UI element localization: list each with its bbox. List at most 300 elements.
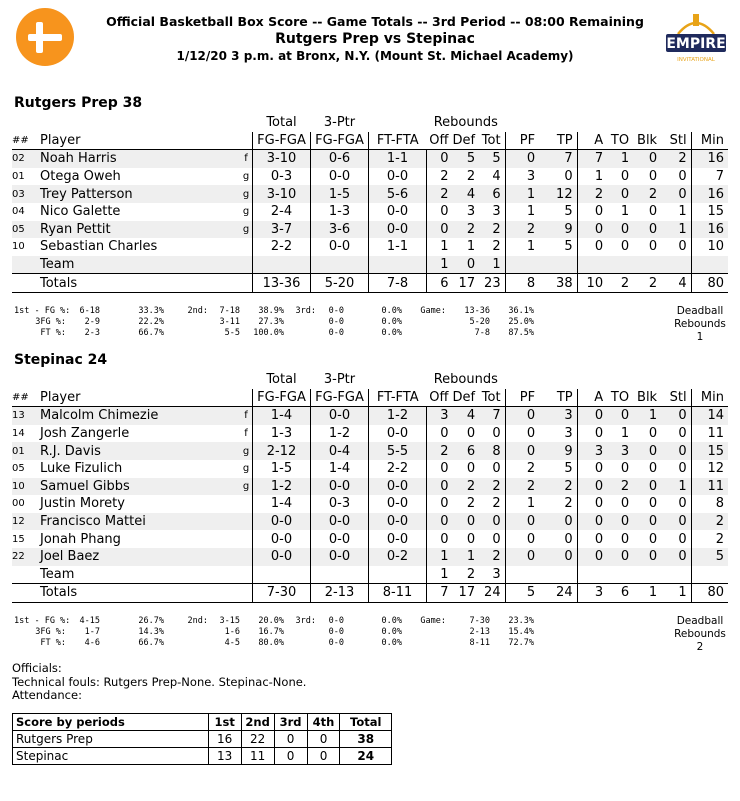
stat-to: 0	[607, 407, 633, 425]
stat-tp3: 1-2	[311, 425, 369, 443]
stat-def: 1	[453, 548, 480, 566]
stat-def: 1	[466, 239, 476, 255]
stat-to: 0	[620, 239, 630, 255]
col-off: Off	[427, 389, 453, 407]
stat-pf: 0	[505, 548, 539, 566]
stat-blk: 0	[648, 169, 658, 185]
stat-a: 0	[577, 495, 607, 513]
stat-blk: 0	[633, 478, 661, 496]
pct-percent: 0.0%	[381, 328, 402, 338]
blank-cell	[12, 566, 40, 584]
stat-tot: 2	[479, 221, 505, 239]
blank-cell	[369, 256, 427, 274]
stat-stl: 0	[678, 496, 687, 512]
blank-cell	[577, 114, 607, 132]
stat-stl: 0	[678, 426, 687, 442]
pct-percent: 27.3%	[258, 317, 284, 327]
pct-percent: 80.0%	[258, 638, 284, 648]
total-stl: 1	[661, 584, 691, 603]
period-label: 2nd:	[187, 616, 208, 626]
player-position: f	[240, 407, 253, 425]
blank-cell	[240, 274, 253, 293]
stat-def: 6	[453, 442, 480, 460]
header-row	[12, 132, 728, 150]
stat-def: 4	[453, 407, 480, 425]
plus-bar-v	[36, 22, 43, 53]
jersey-number: 10	[12, 241, 25, 253]
player-row	[12, 238, 728, 256]
stat-blk: 0	[648, 239, 658, 255]
player-position: g	[240, 185, 253, 203]
total-off: 7	[427, 584, 453, 603]
col-blk: Blk	[633, 389, 661, 407]
report-header	[90, 14, 660, 64]
team-title: Rutgers Prep 38	[14, 95, 143, 111]
periods-row	[13, 748, 392, 765]
stat-min: 7	[691, 168, 728, 186]
stat-off: 0	[427, 478, 453, 496]
periods-title: Score by periods	[13, 714, 209, 731]
player-name: Otega Oweh	[40, 169, 121, 185]
stat-min: 14	[691, 407, 728, 425]
stat-def: 3	[466, 204, 476, 220]
stat-tp: 9	[539, 221, 577, 239]
col-group-total: Total	[266, 372, 297, 388]
stat-tp3: 0-6	[311, 150, 369, 168]
stat-fg: 0-3	[253, 168, 311, 186]
stat-tp: 5	[564, 239, 573, 255]
stat-a: 2	[577, 185, 607, 203]
stat-to: 2	[607, 478, 633, 496]
stat-pf: 1	[505, 495, 539, 513]
col-ft: FT-FTA	[369, 132, 427, 150]
stat-off: 0	[427, 150, 453, 168]
period-header: 2nd	[241, 714, 274, 731]
total-stl: 4	[661, 274, 691, 293]
period-label: 3rd:	[295, 616, 316, 626]
period-score: 0	[274, 731, 307, 748]
player-row	[12, 442, 728, 460]
stat-tot: 2	[492, 239, 501, 255]
total-pf: 5	[505, 584, 539, 603]
stat-blk: 0	[633, 513, 661, 531]
pct-percent: 0.0%	[381, 638, 402, 648]
period-header: Total	[340, 714, 392, 731]
left-logo	[16, 8, 74, 66]
blank-cell	[661, 566, 691, 584]
stat-min: 15	[691, 442, 728, 460]
total-min: 80	[691, 584, 728, 603]
jersey-number: 05	[12, 221, 40, 239]
stat-tp3: 3-6	[311, 221, 369, 239]
pct-value: 4-15	[79, 616, 100, 626]
stat-a: 0	[577, 478, 607, 496]
stat-stl: 0	[678, 239, 687, 255]
stat-blk: 0	[648, 496, 658, 512]
stat-pf: 2	[505, 221, 539, 239]
player-row	[12, 460, 728, 478]
blank-cell	[369, 566, 427, 584]
periods-team: Stepinac	[13, 748, 209, 765]
total-fg: 13-36	[253, 274, 311, 293]
stat-ft: 2-2	[369, 460, 427, 478]
stat-pf: 0	[505, 407, 539, 425]
header-row-top	[12, 114, 728, 132]
col-stl: Stl	[661, 132, 691, 150]
pct-value: 0-0	[328, 627, 344, 637]
stat-min: 15	[691, 203, 728, 221]
pct-value: 5-5	[224, 328, 240, 338]
blank-cell	[40, 114, 240, 132]
stat-def: 2	[466, 496, 476, 512]
col-ft: FT-FTA	[369, 389, 427, 407]
col-player: Player	[40, 389, 240, 407]
attendance-line: Attendance:	[12, 688, 82, 702]
header-line1: Official Basketball Box Score -- Game Totals -- 3rd Period -- 08:00 Remaining	[106, 14, 644, 29]
col-def: Def	[453, 389, 480, 407]
stat-stl: 0	[661, 513, 691, 531]
stat-tp: 3	[564, 426, 573, 442]
stat-pf: 3	[505, 168, 539, 186]
blank-cell	[691, 566, 728, 584]
blank-cell	[40, 371, 240, 389]
blank-cell	[505, 114, 539, 132]
player-position: g	[240, 221, 253, 239]
col-to: TO	[607, 389, 633, 407]
stat-stl: 2	[661, 150, 691, 168]
period-score: 13	[208, 748, 241, 765]
pct-label: 1st - FG %:	[14, 306, 71, 316]
stat-ft: 0-0	[369, 425, 427, 443]
blank-cell	[607, 114, 633, 132]
stat-stl: 0	[678, 169, 687, 185]
total-tp: 38	[539, 274, 577, 293]
col-fg: FG-FGA	[253, 132, 311, 150]
total-tot: 23	[479, 274, 505, 293]
stat-off: 0	[427, 460, 453, 478]
col-tot: Tot	[479, 132, 505, 150]
blank-cell	[240, 371, 253, 389]
header-row	[12, 389, 728, 407]
col-player: Player	[40, 132, 240, 150]
col-stl: Stl	[661, 389, 691, 407]
header-line2: Rutgers Prep vs Stepinac	[275, 31, 475, 47]
stat-tot: 2	[492, 496, 501, 512]
pct-value: 4-5	[224, 638, 240, 648]
stat-to: 0	[607, 513, 633, 531]
team-row	[12, 566, 728, 584]
stat-off: 1	[427, 256, 453, 274]
pct-percent: 100.0%	[253, 328, 284, 338]
stat-tp3: 0-0	[311, 513, 369, 531]
blank-cell	[311, 256, 369, 274]
player-position	[240, 530, 253, 548]
stat-off: 0	[427, 221, 453, 239]
stat-def: 2	[466, 169, 476, 185]
player-row	[12, 530, 728, 548]
player-name: Nico Galette	[40, 204, 121, 220]
player-name: Noah Harris	[40, 150, 240, 168]
stat-pf: 0	[505, 513, 539, 531]
pct-percent: 15.4%	[508, 627, 534, 637]
stat-ft: 5-5	[369, 442, 427, 460]
player-position: g	[242, 206, 250, 218]
player-name: Justin Morety	[40, 496, 125, 512]
blank-cell	[577, 566, 607, 584]
col-group-total: Total	[266, 115, 297, 131]
stat-min: 2	[691, 513, 728, 531]
total-def: 17	[453, 274, 480, 293]
stat-blk: 0	[633, 548, 661, 566]
col-tot: Tot	[479, 389, 505, 407]
stat-pf: 1	[505, 203, 539, 221]
pct-percent: 23.3%	[508, 616, 534, 626]
pct-percent: 66.7%	[138, 328, 164, 338]
stat-tp: 0	[539, 548, 577, 566]
stat-off: 1	[427, 566, 453, 584]
pct-value: 2-9	[84, 317, 100, 327]
stat-off: 1	[427, 548, 453, 566]
box-score-table	[12, 371, 728, 603]
stat-to: 3	[607, 442, 633, 460]
stat-to: 0	[607, 221, 633, 239]
blank-cell	[311, 566, 369, 584]
stat-pf: 2	[505, 478, 539, 496]
pct-percent: 36.1%	[508, 306, 534, 316]
stat-tp: 2	[564, 496, 573, 512]
stat-def: 0	[466, 531, 476, 547]
jersey-number: 01	[12, 171, 25, 183]
blank-cell	[505, 256, 539, 274]
blank-cell	[539, 114, 577, 132]
stat-ft: 0-2	[369, 548, 427, 566]
stat-off: 0	[427, 425, 453, 443]
pct-value: 7-8	[474, 328, 490, 338]
stat-tot: 0	[492, 461, 501, 477]
pct-percent: 72.7%	[508, 638, 534, 648]
stat-ft: 0-0	[369, 478, 427, 496]
jersey-number: 22	[12, 548, 40, 566]
stat-fg: 3-7	[253, 221, 311, 239]
stat-fg: 2-2	[253, 238, 311, 256]
stat-min: 2	[691, 530, 728, 548]
blank-cell	[240, 584, 253, 603]
col-group-3ptr: 3-Ptr	[323, 115, 356, 131]
pct-value: 0-0	[328, 306, 344, 316]
total-a: 10	[577, 274, 607, 293]
stat-min: 11	[691, 478, 728, 496]
stat-fg: 0-0	[253, 548, 311, 566]
period-score: 11	[241, 748, 274, 765]
stat-stl: 1	[661, 478, 691, 496]
stat-stl: 0	[678, 461, 687, 477]
blank-cell	[633, 566, 661, 584]
player-position	[240, 495, 253, 513]
deadball-value: 2	[696, 641, 704, 653]
player-row	[12, 495, 728, 513]
stat-a: 0	[577, 238, 607, 256]
blank-cell	[691, 256, 728, 274]
stat-tp3: 1-5	[311, 185, 369, 203]
col-min: Min	[691, 389, 728, 407]
player-name: Jonah Phang	[40, 531, 121, 547]
blank-cell	[12, 584, 40, 603]
stat-to: 0	[620, 496, 630, 512]
deadball-rebounds	[660, 305, 740, 344]
blank-cell	[505, 371, 539, 389]
stat-blk: 0	[648, 204, 658, 220]
pct-percent: 87.5%	[508, 328, 534, 338]
periods-team: Rutgers Prep	[13, 731, 209, 748]
blank-cell	[240, 566, 253, 584]
player-name: Malcolm Chimezie	[40, 407, 240, 425]
stat-tot: 3	[492, 566, 501, 582]
total-tp: 24	[539, 584, 577, 603]
blank-cell	[240, 389, 253, 407]
stat-blk: 0	[633, 442, 661, 460]
stat-tp: 5	[564, 461, 573, 477]
periods-row	[13, 731, 392, 748]
team-label: Team	[40, 256, 240, 274]
total-tp3: 2-13	[311, 584, 369, 603]
stat-stl: 0	[661, 185, 691, 203]
period-label: Game:	[420, 616, 446, 626]
pct-percent: 20.0%	[258, 616, 284, 626]
stat-fg: 1-4	[253, 407, 311, 425]
blank-cell	[607, 371, 633, 389]
pct-value: 1-6	[224, 627, 240, 637]
pct-label: FT %:	[40, 328, 66, 338]
stat-tp: 7	[539, 150, 577, 168]
player-row	[12, 150, 728, 168]
stat-ft: 0-0	[369, 221, 427, 239]
total-ft: 8-11	[369, 584, 427, 603]
total-off: 6	[427, 274, 453, 293]
stat-fg: 1-3	[253, 425, 311, 443]
pct-percent: 66.7%	[138, 638, 164, 648]
player-name: R.J. Davis	[40, 442, 240, 460]
pct-percent: 25.0%	[508, 317, 534, 327]
player-name: Joel Baez	[40, 548, 240, 566]
col-tp3: FG-FGA	[311, 132, 369, 150]
player-position	[240, 238, 253, 256]
period-header: 3rd	[274, 714, 307, 731]
empire-logo	[656, 10, 736, 70]
jersey-number: 03	[12, 185, 40, 203]
period-label: Game:	[420, 306, 446, 316]
player-position	[240, 548, 253, 566]
period-total: 38	[340, 731, 392, 748]
stat-ft: 1-1	[369, 150, 427, 168]
stat-a: 0	[577, 203, 607, 221]
player-name: Trey Patterson	[40, 185, 240, 203]
stat-blk: 0	[633, 221, 661, 239]
deadball-value: 1	[696, 331, 704, 343]
col-num: ##	[12, 132, 40, 150]
stat-def: 0	[453, 256, 480, 274]
pct-percent: 0.0%	[381, 616, 402, 626]
total-to: 2	[607, 274, 633, 293]
jersey-number: 10	[12, 478, 40, 496]
blank-cell	[12, 371, 40, 389]
player-name: Sebastian Charles	[40, 239, 158, 255]
pct-percent: 38.9%	[258, 306, 284, 316]
player-row	[12, 221, 728, 239]
stat-ft: 5-6	[369, 185, 427, 203]
stat-off: 1	[427, 238, 453, 256]
stat-def: 0	[466, 461, 476, 477]
col-min: Min	[691, 132, 728, 150]
pct-percent: 22.2%	[138, 317, 164, 327]
jersey-number: 04	[12, 206, 25, 218]
team-title: Stepinac 24	[14, 352, 108, 368]
stat-off: 2	[427, 185, 453, 203]
stat-tp3: 0-0	[311, 407, 369, 425]
stat-stl: 0	[661, 442, 691, 460]
player-row	[12, 478, 728, 496]
stat-ft: 1-1	[369, 238, 427, 256]
total-to: 6	[607, 584, 633, 603]
stat-ft: 0-0	[369, 495, 427, 513]
stat-tot: 3	[492, 204, 501, 220]
deadball-label: Deadball	[676, 615, 724, 627]
stat-a: 0	[577, 530, 607, 548]
stat-tot: 7	[479, 407, 505, 425]
pct-label: 3FG %:	[35, 317, 66, 327]
total-fg: 7-30	[253, 584, 311, 603]
pct-label: FT %:	[40, 638, 66, 648]
player-row	[12, 203, 728, 221]
col-tp3: FG-FGA	[311, 389, 369, 407]
pct-value: 3-11	[219, 317, 240, 327]
totals-row	[12, 584, 728, 603]
pct-value: 1-7	[84, 627, 100, 637]
stat-def: 2	[453, 221, 480, 239]
stat-fg: 1-2	[253, 478, 311, 496]
stat-to: 0	[620, 169, 630, 185]
stat-pf: 1	[505, 238, 539, 256]
total-blk: 2	[633, 274, 661, 293]
stat-tp: 9	[539, 442, 577, 460]
player-row	[12, 168, 728, 186]
stat-tp3: 0-0	[311, 238, 369, 256]
stat-a: 0	[577, 513, 607, 531]
stat-fg: 1-4	[253, 495, 311, 513]
header-row-top	[12, 371, 728, 389]
blank-cell	[661, 114, 691, 132]
stat-tp: 5	[564, 204, 573, 220]
stat-a: 0	[577, 425, 607, 443]
stat-min: 11	[691, 425, 728, 443]
empire-logo-sub: INVITATIONAL	[677, 57, 715, 63]
pct-value: 0-0	[328, 317, 344, 327]
stat-to: 1	[620, 426, 630, 442]
technical-fouls-line: Technical fouls: Rutgers Prep-None. Stepinac-None.	[12, 674, 307, 689]
stat-tp: 2	[539, 478, 577, 496]
stat-fg: 3-10	[253, 185, 311, 203]
stat-off: 2	[427, 442, 453, 460]
pct-value: 5-20	[469, 317, 490, 327]
stat-a: 1	[577, 168, 607, 186]
stat-def: 5	[453, 150, 480, 168]
empire-logo-text: EMPIRE	[666, 36, 726, 52]
player-position: f	[244, 428, 248, 440]
deadball-label: Deadball	[676, 305, 724, 317]
blank-cell	[12, 114, 40, 132]
jersey-number: 15	[12, 533, 25, 545]
player-position	[240, 513, 253, 531]
total-def: 17	[453, 584, 480, 603]
